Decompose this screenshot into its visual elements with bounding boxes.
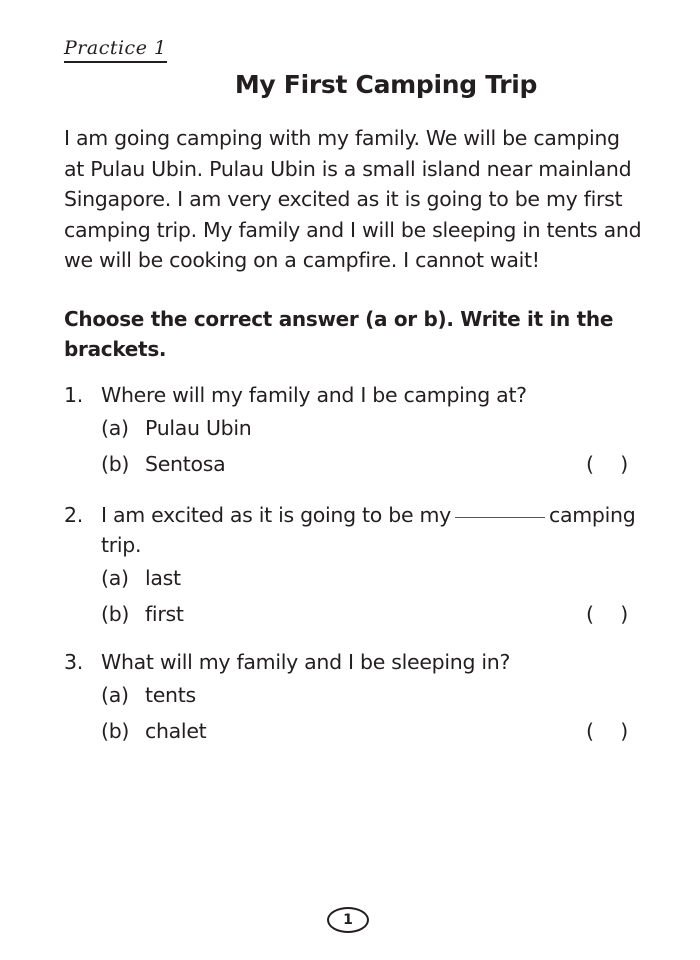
bracket-open: ( [586, 719, 594, 743]
option-text: chalet [145, 719, 207, 743]
question-3 [64, 647, 644, 749]
option-b [64, 713, 644, 749]
option-label: (b) [101, 719, 130, 743]
question-2 [64, 500, 644, 632]
option-text: Pulau Ubin [145, 416, 252, 440]
option-b [64, 446, 644, 482]
option-label: (a) [101, 683, 129, 707]
option-label: (a) [101, 566, 129, 590]
answer-bracket[interactable] [586, 446, 628, 482]
bracket-open: ( [586, 452, 594, 476]
answer-bracket[interactable] [586, 596, 628, 632]
question-text: Where will my family and I be camping at? [101, 383, 527, 407]
option-label: (b) [101, 602, 130, 626]
bracket-open: ( [586, 602, 594, 626]
option-text: Sentosa [145, 452, 226, 476]
option-a [64, 410, 644, 446]
option-a [64, 560, 644, 596]
reading-passage: I am going camping with my family. We will be camping at Pulau Ubin. Pulau Ubin is a small island near mainland Singapore. I am very excited as it is going to be my first camping trip. My family and I will be sleeping in tents and we will be cooking on a campfire. I cannot wait! [64, 126, 642, 272]
question-text-after: camping [549, 503, 636, 527]
bracket-close: ) [620, 452, 628, 476]
option-a [64, 677, 644, 713]
practice-label: Practice 1 [64, 36, 167, 63]
option-text: tents [145, 683, 196, 707]
question-number: 2. [64, 503, 83, 527]
question-number: 3. [64, 650, 83, 674]
question-text-cont: trip. [101, 533, 142, 557]
option-text: last [145, 566, 181, 590]
option-text: first [145, 602, 184, 626]
question-text: What will my family and I be sleeping in? [101, 650, 511, 674]
option-label: (b) [101, 452, 130, 476]
question-text [101, 500, 644, 530]
question-number: 1. [64, 383, 83, 407]
bracket-close: ) [620, 719, 628, 743]
question-text-before: I am excited as it is going to be my [101, 503, 451, 527]
answer-blank[interactable] [455, 517, 545, 518]
page-title: My First Camping Trip [234, 70, 538, 99]
option-b [64, 596, 644, 632]
question-1 [64, 380, 644, 482]
option-label: (a) [101, 416, 129, 440]
answer-bracket[interactable] [586, 713, 628, 749]
instruction-text: Choose the correct answer (a or b). Write it in the brackets. [64, 307, 614, 361]
page-number: 1 [327, 907, 369, 933]
bracket-close: ) [620, 602, 628, 626]
